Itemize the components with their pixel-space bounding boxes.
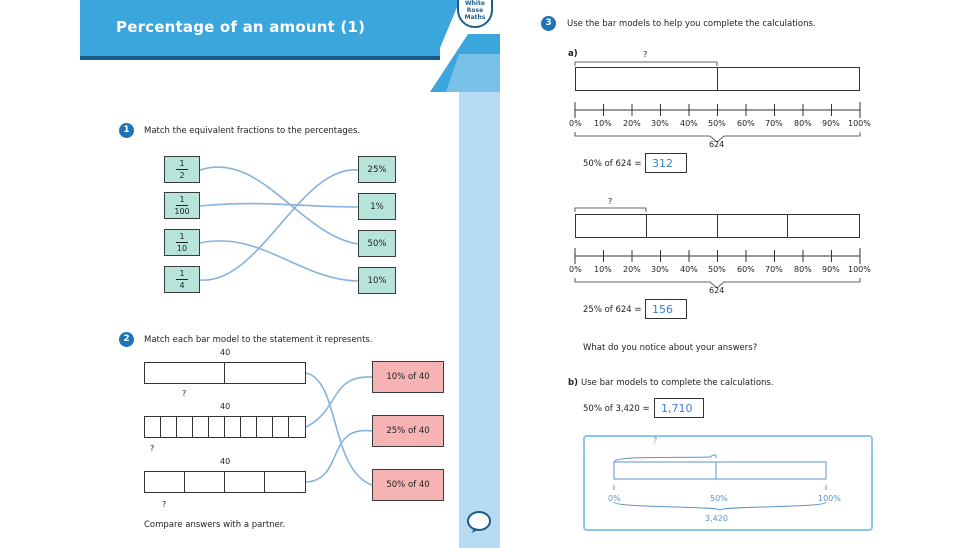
notice-question: What do you notice about your answers? (583, 343, 758, 353)
percentage-25: 25% (358, 156, 396, 183)
question-2-number: 2 (119, 332, 134, 347)
scale2-20: 20% (623, 265, 641, 274)
sketch-unknown: ? (653, 436, 658, 445)
bar2-total-label: 40 (220, 402, 231, 411)
scale1-50: 50% (708, 119, 726, 128)
part-a-label: a) (568, 49, 578, 59)
fraction-quarter: 1 4 (164, 266, 200, 293)
scale2-70: 70% (765, 265, 783, 274)
scale1-60: 60% (737, 119, 755, 128)
statement-25-of-40: 25% of 40 (372, 415, 444, 447)
title-underline (80, 56, 440, 60)
scale1-100: 100% (848, 119, 871, 128)
calc2-label: 25% of 624 = (583, 305, 642, 315)
calc3-label: 50% of 3,420 = (583, 404, 650, 414)
bar-model-quarters (144, 471, 306, 493)
question-1-prompt: Match the equivalent fractions to the percentages. (144, 126, 361, 136)
page-title: Percentage of an amount (1) (116, 18, 366, 36)
q3a-total-1: 624 (709, 140, 725, 149)
q3a-scale-1 (560, 58, 880, 153)
bar-model-tenths (144, 416, 306, 438)
sketch-mid-label: 50% (710, 494, 728, 503)
sidebar-wedge (430, 34, 500, 92)
bar3-unknown: ? (162, 500, 167, 509)
part-b-label: b) (568, 378, 578, 388)
calc2-answer[interactable]: 156 (645, 299, 687, 319)
statement-50-of-40: 50% of 40 (372, 469, 444, 501)
sketch-right-label: 100% (818, 494, 841, 503)
scale2-100: 100% (848, 265, 871, 274)
white-rose-maths-logo: White Rose Maths (457, 0, 493, 28)
q2-line-quarters (306, 431, 372, 482)
scale2-90: 90% (822, 265, 840, 274)
q3a-bar1-unknown: ? (643, 50, 648, 59)
bar2-unknown: ? (150, 444, 155, 453)
calc3-answer[interactable]: 1,710 (654, 398, 704, 418)
question-2-prompt: Match each bar model to the statement it represents. (144, 335, 373, 345)
scale2-0: 0% (569, 265, 582, 274)
question-3-number: 3 (541, 16, 556, 31)
scale2-10: 10% (594, 265, 612, 274)
fraction-hundredth: 1 100 (164, 192, 200, 219)
fraction-tenth: 1 10 (164, 229, 200, 256)
q2-line-tenths (306, 377, 372, 427)
q1-line-hundredth-1 (200, 204, 358, 207)
scale1-70: 70% (765, 119, 783, 128)
bar1-unknown: ? (182, 389, 187, 398)
scale1-40: 40% (680, 119, 698, 128)
sketch-total-label: 3,420 (705, 514, 728, 523)
bar-model-halves (144, 362, 306, 384)
q2-line-halves (306, 373, 372, 485)
q3a-total-2: 624 (709, 286, 725, 295)
q1-line-quarter-25 (200, 170, 358, 280)
part-b-prompt: Use bar models to complete the calculations. (581, 378, 774, 388)
fraction-half: 1 2 (164, 156, 200, 183)
scale1-10: 10% (594, 119, 612, 128)
bar1-total-label: 40 (220, 348, 231, 357)
q1-line-tenth-10 (200, 241, 358, 281)
q3a-bar2-unknown: ? (608, 197, 613, 206)
calc1-label: 50% of 624 = (583, 159, 642, 169)
question-3-prompt: Use the bar models to help you complete the calculations. (567, 19, 816, 29)
scale2-80: 80% (794, 265, 812, 274)
percentage-1: 1% (358, 193, 396, 220)
scale1-20: 20% (623, 119, 641, 128)
question-1-number: 1 (119, 123, 134, 138)
bar3-total-label: 40 (220, 457, 231, 466)
speech-bubble-icon (466, 510, 492, 534)
scale2-40: 40% (680, 265, 698, 274)
scale1-0: 0% (569, 119, 582, 128)
statement-10-of-40: 10% of 40 (372, 361, 444, 393)
page-sidebar (459, 92, 500, 548)
scale2-30: 30% (651, 265, 669, 274)
scale2-50: 50% (708, 265, 726, 274)
question-2-footer: Compare answers with a partner. (144, 520, 286, 530)
scale1-30: 30% (651, 119, 669, 128)
scale1-80: 80% (794, 119, 812, 128)
percentage-10: 10% (358, 267, 396, 294)
q1-line-half-50 (200, 167, 358, 244)
q3a-scale-2 (560, 204, 880, 299)
calc1-answer[interactable]: 312 (645, 153, 687, 173)
scale1-90: 90% (822, 119, 840, 128)
percentage-50: 50% (358, 230, 396, 257)
scale2-60: 60% (737, 265, 755, 274)
sketch-left-label: 0% (608, 494, 621, 503)
